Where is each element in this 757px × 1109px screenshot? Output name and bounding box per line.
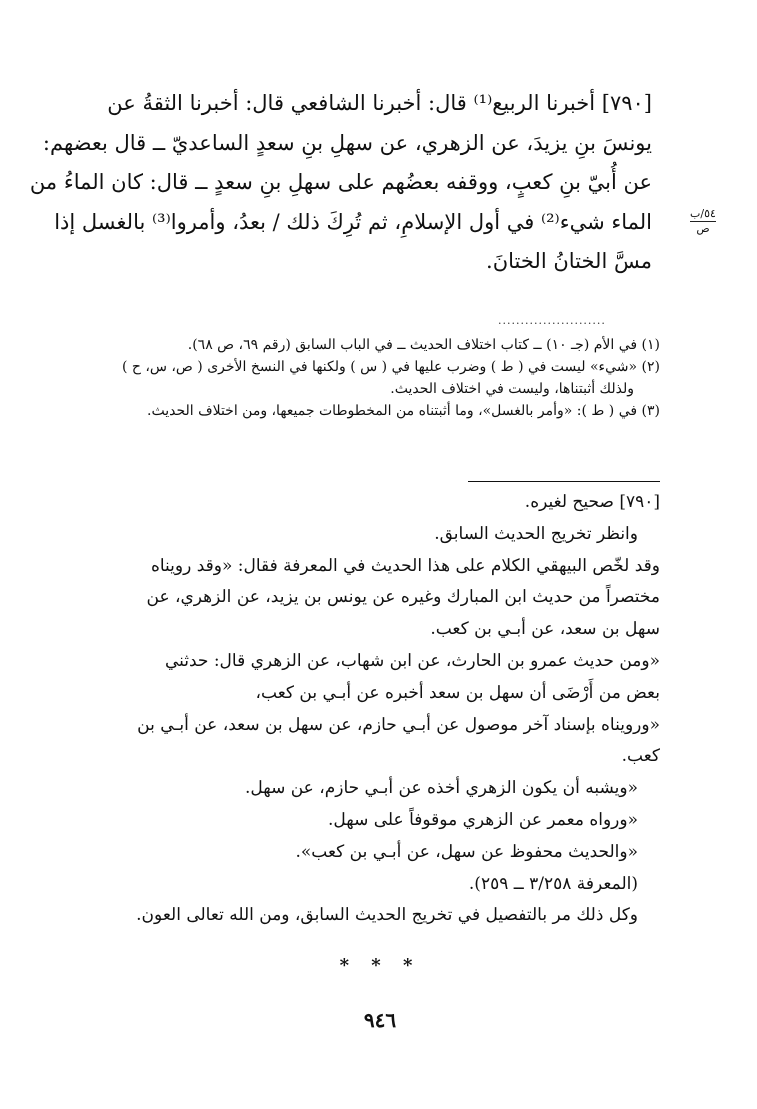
commentary-line: كعب. bbox=[621, 746, 660, 767]
hadith-line: [٧٩٠] أخبرنا الربيع⁽¹⁾ قال: أخبرنا الشافعي قال: أخبرنا الثقةُ عن bbox=[107, 91, 652, 115]
hadith-line: عن أُبيّ بنِ كعبٍ، ووقفه بعضُهم على سهلِ بنِ سعدٍ ــ قال: كان الماءُ من bbox=[29, 170, 652, 194]
footnote-3: (٣) في ( ط ): «وأمر بالغسل»، وما أثبتناه من المخطوطات جميعها، ومن اختلاف الحديث. bbox=[147, 403, 660, 419]
footnote-dotted-separator: ........................ bbox=[498, 314, 606, 327]
hadith-line: يونسَ بنِ يزيدَ، عن الزهري، عن سهلِ بنِ سعدٍ الساعديّ ــ قال بعضهم: bbox=[42, 130, 652, 155]
commentary-separator bbox=[468, 481, 660, 482]
commentary-heading: [٧٩٠] صحيح لغيره. bbox=[524, 492, 660, 512]
footnote-2: (٢) «شيء» ليست في ( ط ) وضرب عليها في ( س ) ولكنها في النسخ الأخرى ( ص، س، ح ) bbox=[121, 359, 660, 375]
commentary-line: وقد لخّص البيهقي الكلام على هذا الحديث في المعرفة فقال: «وقد رويناه bbox=[150, 555, 660, 576]
commentary-line: بعض من أَرْضَى أن سهل بن سعد أخبره عن أبـي بن كعب، bbox=[255, 682, 660, 703]
footnote-1: (١) في الأم (جـ ١٠) ــ كتاب اختلاف الحديث ــ في الباب السابق (رقم ٦٩، ص ٦٨). bbox=[187, 337, 660, 353]
commentary-line: مختصراً من حديث ابن المبارك وغيره عن يونس بن يزيد، عن الزهري، عن bbox=[146, 587, 660, 608]
commentary-line: «والحديث محفوظ عن سهل، عن أبـي بن كعب». bbox=[295, 841, 638, 862]
commentary-line: وانظر تخريج الحديث السابق. bbox=[434, 523, 638, 544]
commentary-citation: (المعرفة ٣/٢٥٨ ــ ٢٥٩). bbox=[468, 873, 638, 894]
commentary-line: سهل بن سعد، عن أبـي بن كعب. bbox=[430, 619, 660, 640]
margin-siglum: ص bbox=[696, 222, 710, 235]
margin-folio: ٥٤/ب bbox=[690, 207, 716, 220]
hadith-line: مسَّ الختانُ الختانَ. bbox=[486, 249, 652, 273]
commentary-line: «ورويناه بإسناد آخر موصول عن أبـي حازم، عن سهل بن سعد، عن أبـي بن bbox=[137, 714, 660, 735]
commentary-line: وكل ذلك مر بالتفصيل في تخريج الحديث السابق، ومن الله تعالى العون. bbox=[136, 905, 638, 926]
commentary-line: «ويشبه أن يكون الزهري أخذه عن أبـي حازم، عن سهل. bbox=[244, 778, 638, 799]
section-asterisks: * * * bbox=[339, 955, 421, 976]
manuscript-margin-reference bbox=[676, 208, 730, 235]
page-number: ٩٤٦ bbox=[363, 1008, 397, 1032]
footnotes bbox=[84, 334, 660, 422]
commentary-line: «ومن حديث عمرو بن الحارث، عن ابن شهاب، عن الزهري قال: حدثني bbox=[164, 650, 660, 671]
footnote-2-continued: ولذلك أثبتناها، وليست في اختلاف الحديث. bbox=[390, 381, 634, 397]
takhrij-commentary bbox=[80, 487, 660, 932]
commentary-line: «ورواه معمر عن الزهري موقوفاً على سهل. bbox=[327, 809, 638, 830]
hadith-line: الماء شيء⁽²⁾ في أول الإسلامِ، ثم تُرِكَ ذلك / بعدُ، وأمروا⁽³⁾ بالغسل إذا bbox=[54, 209, 652, 234]
hadith-text bbox=[29, 84, 652, 282]
